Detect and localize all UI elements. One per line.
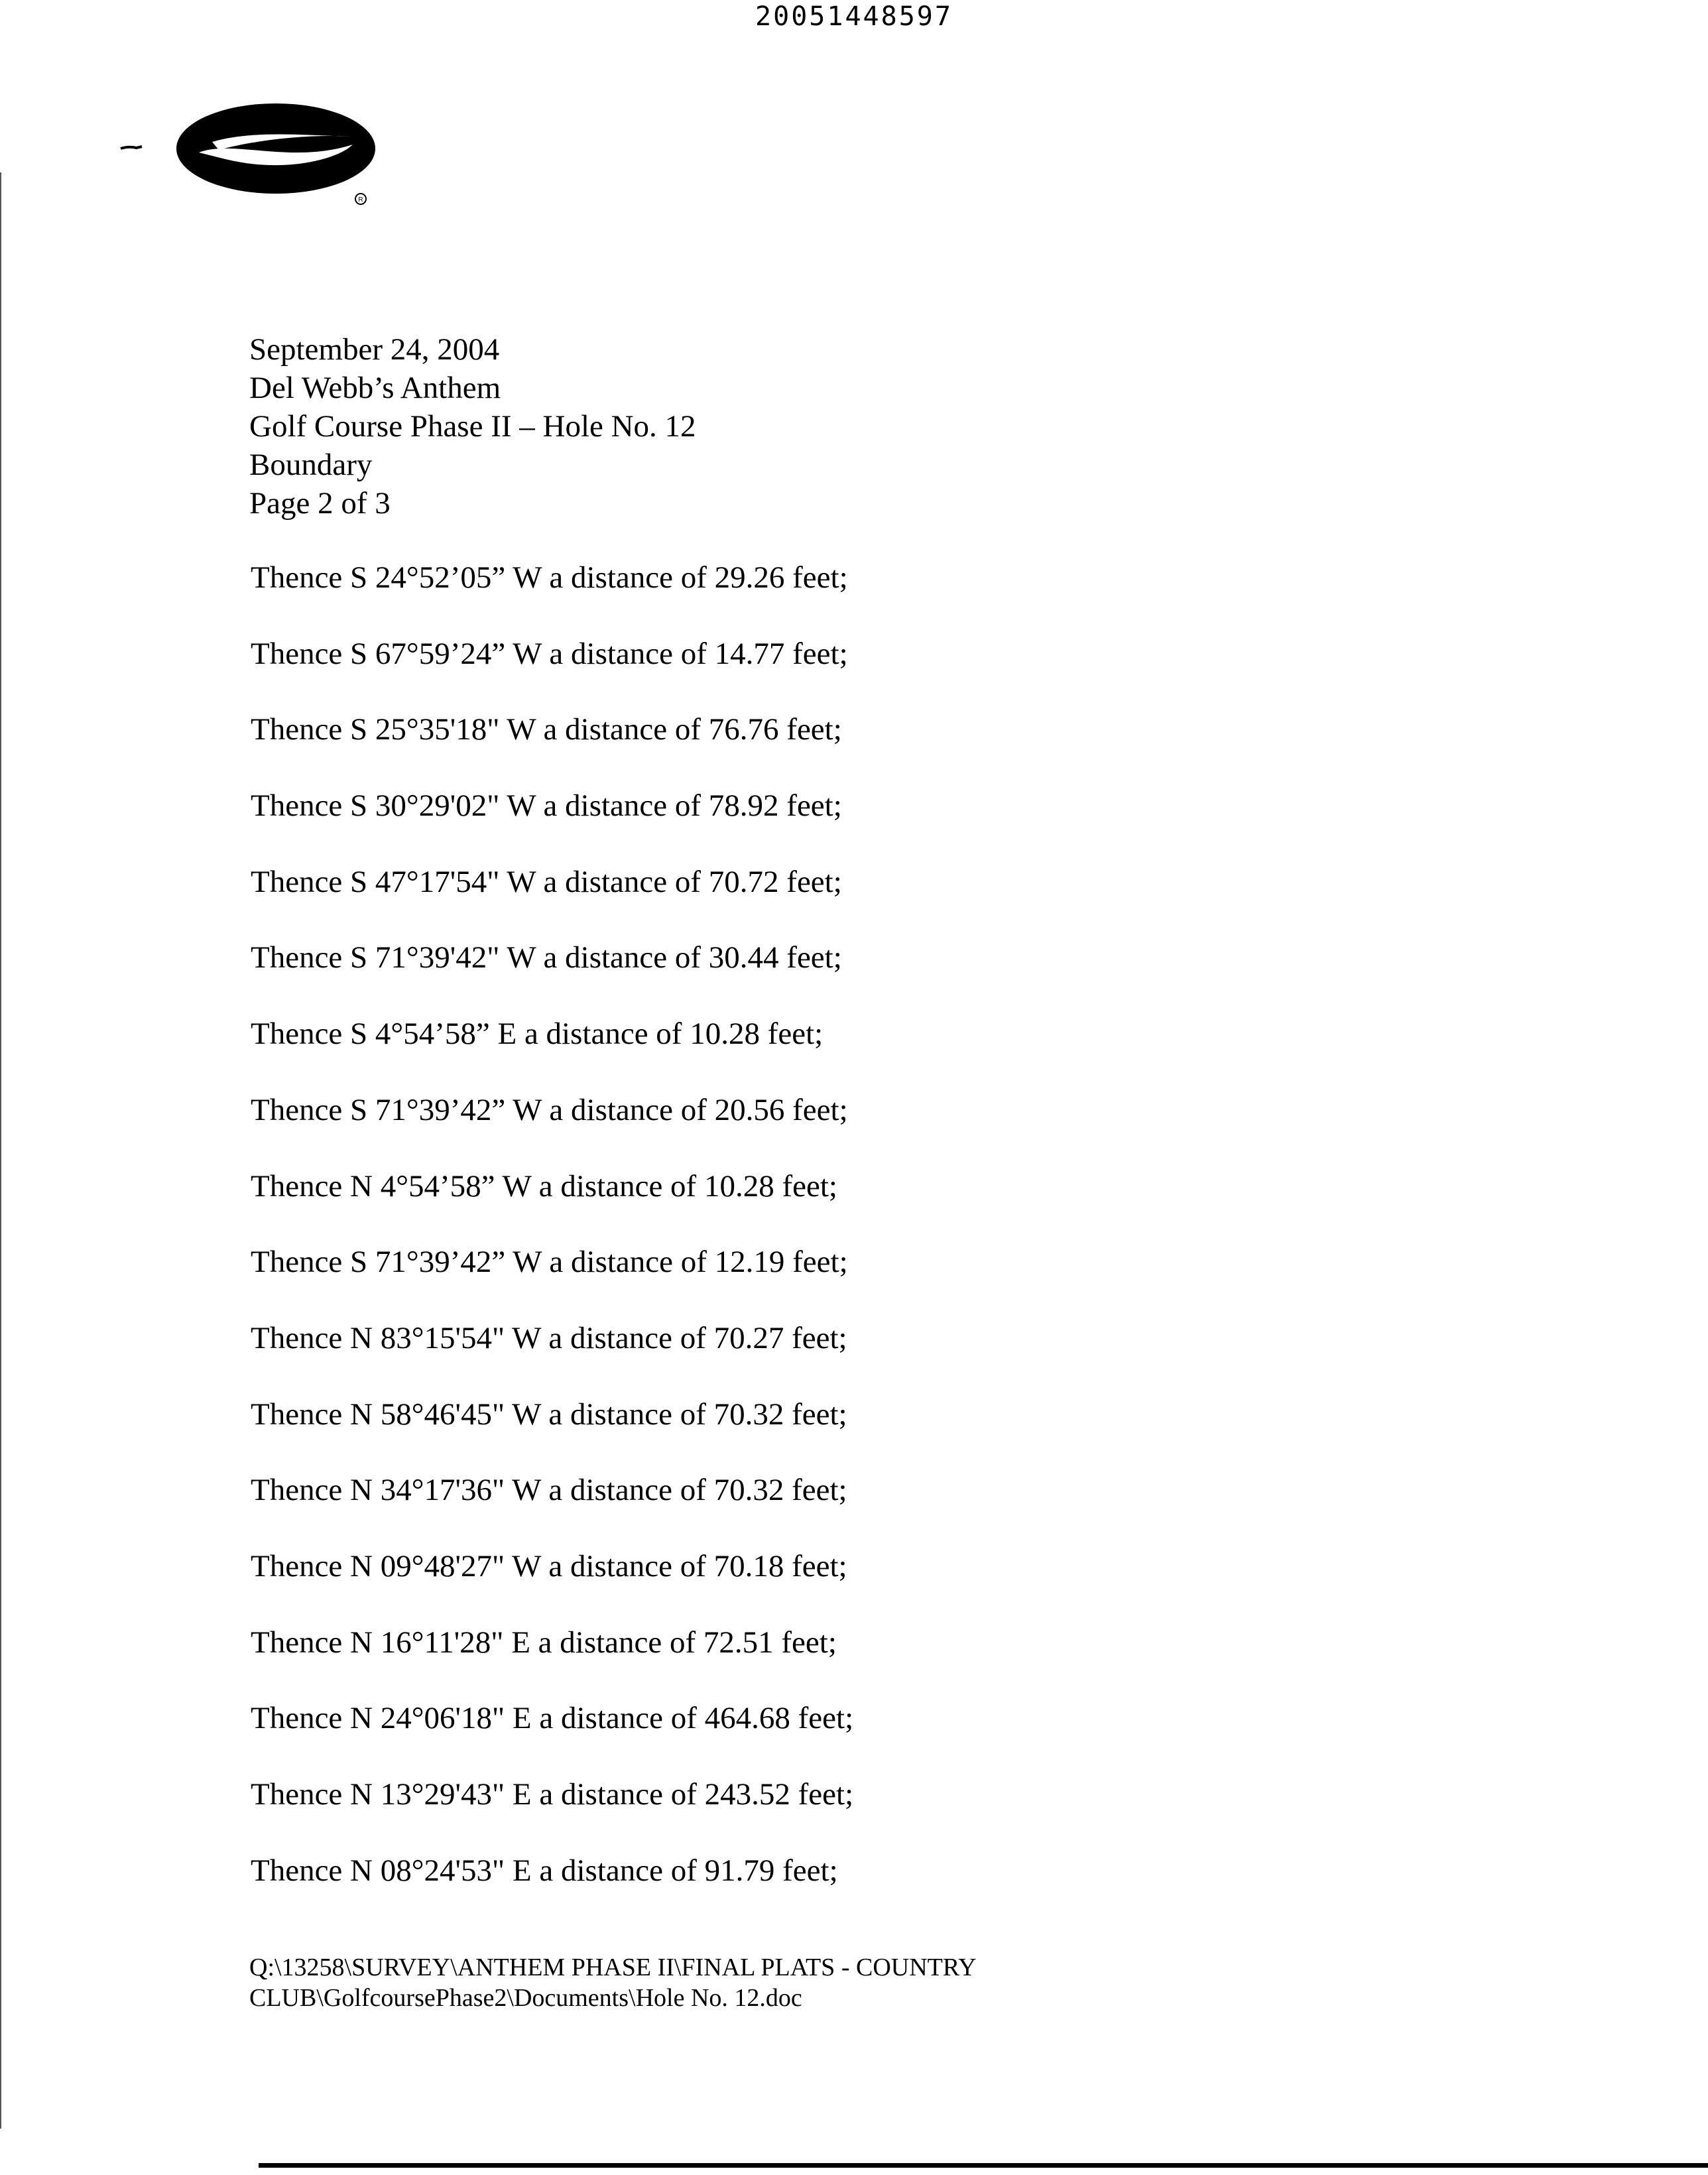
file-path-line: Q:\13258\SURVEY\ANTHEM PHASE II\FINAL PLATS - COUNTRY: [249, 1954, 977, 1981]
boundary-course-line: Thence S 30°29'02" W a distance of 78.92 feet;: [251, 788, 842, 824]
boundary-course-line: Thence S 4°54’58” E a distance of 10.28 feet;: [251, 1017, 823, 1052]
boundary-course-line: Thence S 71°39’42” W a distance of 20.56 feet;: [251, 1092, 848, 1127]
boundary-course-line: Thence N 4°54’58” W a distance of 10.28 feet;: [251, 1168, 837, 1204]
header-date: September 24, 2004: [249, 332, 500, 367]
boundary-course-line: Thence N 58°46'45" W a distance of 70.32 feet;: [251, 1397, 847, 1432]
bottom-edge-line: [259, 2163, 1708, 2168]
svg-text:R: R: [358, 196, 363, 204]
boundary-description-list: [251, 558, 1312, 1927]
header-page-number: Page 2 of 3: [249, 486, 391, 521]
boundary-course-line: Thence N 83°15'54" W a distance of 70.27 feet;: [251, 1320, 847, 1355]
boundary-course-line: Thence N 34°17'36" W a distance of 70.32 feet;: [251, 1473, 847, 1508]
boundary-course-line: Thence S 67°59’24” W a distance of 14.77 feet;: [251, 636, 848, 671]
file-path-line: CLUB\GolfcoursePhase2\Documents\Hole No. 12.doc: [249, 1984, 802, 2012]
boundary-course-line: Thence S 47°17'54" W a distance of 70.72 feet;: [251, 864, 842, 899]
document-number: 20051448597: [755, 1, 953, 32]
scan-edge-line: [0, 172, 1, 2129]
header-project: Del Webb’s Anthem: [249, 371, 501, 405]
file-path-footer: [249, 1952, 977, 2013]
boundary-course-line: Thence N 08°24'53" E a distance of 91.79 feet;: [251, 1853, 838, 1888]
boundary-course-line: Thence S 24°52’05” W a distance of 29.26 feet;: [251, 560, 848, 595]
header-phase: Golf Course Phase II – Hole No. 12: [249, 409, 696, 444]
letter-header: [249, 330, 696, 523]
boundary-course-line: Thence N 09°48'27" W a distance of 70.18 feet;: [251, 1548, 847, 1584]
boundary-course-line: Thence S 71°39'42" W a distance of 30.44 feet;: [251, 940, 842, 975]
boundary-course-line: Thence N 24°06'18" E a distance of 464.68 feet;: [251, 1701, 854, 1736]
boundary-course-line: Thence S 25°35'18" W a distance of 76.76 feet;: [251, 712, 842, 747]
header-subject: Boundary: [249, 448, 373, 482]
boundary-course-line: Thence N 13°29'43" E a distance of 243.52 feet;: [251, 1777, 854, 1812]
boundary-course-line: Thence N 16°11'28" E a distance of 72.51 feet;: [251, 1625, 837, 1660]
oval-s-logo-icon: [119, 93, 398, 212]
boundary-course-line: Thence S 71°39’42” W a distance of 12.19 feet;: [251, 1245, 848, 1280]
